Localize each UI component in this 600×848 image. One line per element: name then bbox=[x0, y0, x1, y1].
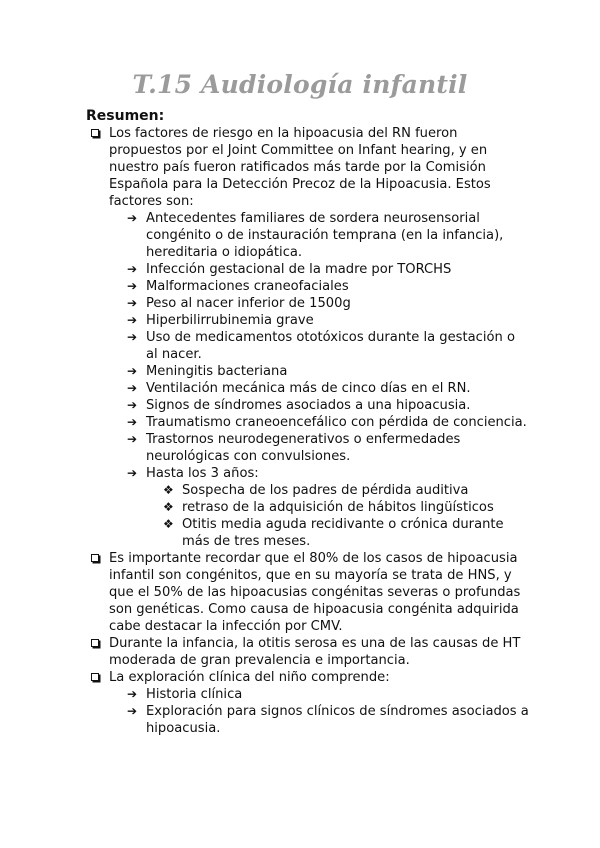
list-item bbox=[90, 125, 530, 210]
arrow-bullet-icon: ➔ bbox=[127, 364, 138, 378]
checkbox-bullet-icon bbox=[91, 673, 99, 681]
sub-list-item-text: Malformaciones craneofaciales bbox=[146, 279, 349, 294]
list-item-text: La exploración clínica del niño comprende: bbox=[109, 670, 390, 685]
sub-list-item-text: Signos de síndromes asociados a una hipoacusia. bbox=[146, 398, 471, 413]
sub-list-item-text: Exploración para signos clínicos de síndromes asociados a hipoacusia. bbox=[146, 704, 529, 736]
arrow-bullet-icon: ➔ bbox=[127, 279, 138, 293]
arrow-bullet-icon: ➔ bbox=[127, 381, 138, 395]
sub-list-item bbox=[90, 414, 530, 431]
arrow-bullet-icon: ➔ bbox=[127, 330, 138, 344]
arrow-bullet-icon: ➔ bbox=[127, 704, 138, 718]
sub-sub-list-item-text: retraso de la adquisición de hábitos lingüísticos bbox=[182, 500, 494, 515]
sub-list-item bbox=[90, 465, 530, 482]
checkbox-bullet-icon bbox=[91, 639, 99, 647]
sub-list-item bbox=[90, 261, 530, 278]
list-item-text: Durante la infancia, la otitis serosa es una de las causas de HT moderada de gran prevalencia e importancia. bbox=[109, 636, 521, 668]
sub-list-item-text: Uso de medicamentos ototóxicos durante la gestación o al nacer. bbox=[146, 330, 515, 362]
checkbox-bullet-icon bbox=[91, 554, 99, 562]
sub-list-item-text: Antecedentes familiares de sordera neurosensorial congénito o de instauración temprana (en la infancia), hereditaria o idiopática. bbox=[146, 211, 504, 260]
sub-list-item-text: Peso al nacer inferior de 1500g bbox=[146, 296, 351, 311]
sub-sub-list-item bbox=[90, 516, 530, 550]
arrow-bullet-icon: ➔ bbox=[127, 432, 138, 446]
diamond-bullet-icon: ❖ bbox=[163, 517, 174, 531]
sub-list-item-text: Hiperbilirrubinemia grave bbox=[146, 313, 314, 328]
sub-list-item bbox=[90, 329, 530, 363]
sub-sub-list-item-text: Sospecha de los padres de pérdida auditiva bbox=[182, 483, 469, 498]
section-heading: Resumen: bbox=[86, 108, 165, 124]
sub-sub-list-item bbox=[90, 482, 530, 499]
diamond-bullet-icon: ❖ bbox=[163, 500, 174, 514]
checkbox-bullet-icon bbox=[91, 129, 99, 137]
arrow-bullet-icon: ➔ bbox=[127, 262, 138, 276]
sub-list-item bbox=[90, 397, 530, 414]
sub-list-item bbox=[90, 686, 530, 703]
list-item bbox=[90, 635, 530, 669]
sub-list-item bbox=[90, 278, 530, 295]
sub-list-item-text: Trastornos neurodegenerativos o enfermedades neurológicas con convulsiones. bbox=[146, 432, 461, 464]
sub-list-item bbox=[90, 703, 530, 737]
arrow-bullet-icon: ➔ bbox=[127, 415, 138, 429]
sub-sub-list-item bbox=[90, 499, 530, 516]
list-item bbox=[90, 550, 530, 635]
sub-list-item bbox=[90, 380, 530, 397]
diamond-bullet-icon: ❖ bbox=[163, 483, 174, 497]
sub-list-item bbox=[90, 363, 530, 380]
sub-list-item bbox=[90, 312, 530, 329]
arrow-bullet-icon: ➔ bbox=[127, 466, 138, 480]
arrow-bullet-icon: ➔ bbox=[127, 313, 138, 327]
arrow-bullet-icon: ➔ bbox=[127, 398, 138, 412]
arrow-bullet-icon: ➔ bbox=[127, 687, 138, 701]
sub-list-item-text: Infección gestacional de la madre por TORCHS bbox=[146, 262, 452, 277]
arrow-bullet-icon: ➔ bbox=[127, 211, 138, 225]
sub-sub-list-item-text: Otitis media aguda recidivante o crónica durante más de tres meses. bbox=[182, 517, 504, 549]
sub-list-item-text: Meningitis bacteriana bbox=[146, 364, 288, 379]
sub-list-item bbox=[90, 431, 530, 465]
sub-list-item-text: Ventilación mecánica más de cinco días en el RN. bbox=[146, 381, 471, 396]
sub-list-item-text: Hasta los 3 años: bbox=[146, 466, 259, 481]
summary-content bbox=[90, 125, 530, 737]
list-item-text: Es importante recordar que el 80% de los casos de hipoacusia infantil son congénitos, que en su mayoría se trata de HNS, y que el 50% de las hipoacusias congénitas severas o profundas son genéticas. Como causa de hipoacusia congénita adquirida cabe destacar la infección por CMV. bbox=[109, 551, 521, 634]
sub-list-item bbox=[90, 295, 530, 312]
list-item-text: Los factores de riesgo en la hipoacusia del RN fueron propuestos por el Joint Committee on Infant hearing, y en nuestro país fueron ratificados más tarde por la Comisión Española para la Detección Precoz de la Hipoacusia. Estos factores son: bbox=[109, 126, 491, 209]
sub-list-item-text: Historia clínica bbox=[146, 687, 243, 702]
page-title: T.15 Audiología infantil bbox=[132, 70, 468, 99]
arrow-bullet-icon: ➔ bbox=[127, 296, 138, 310]
list-item bbox=[90, 669, 530, 686]
sub-list-item-text: Traumatismo craneoencefálico con pérdida de conciencia. bbox=[146, 415, 527, 430]
sub-list-item bbox=[90, 210, 530, 261]
